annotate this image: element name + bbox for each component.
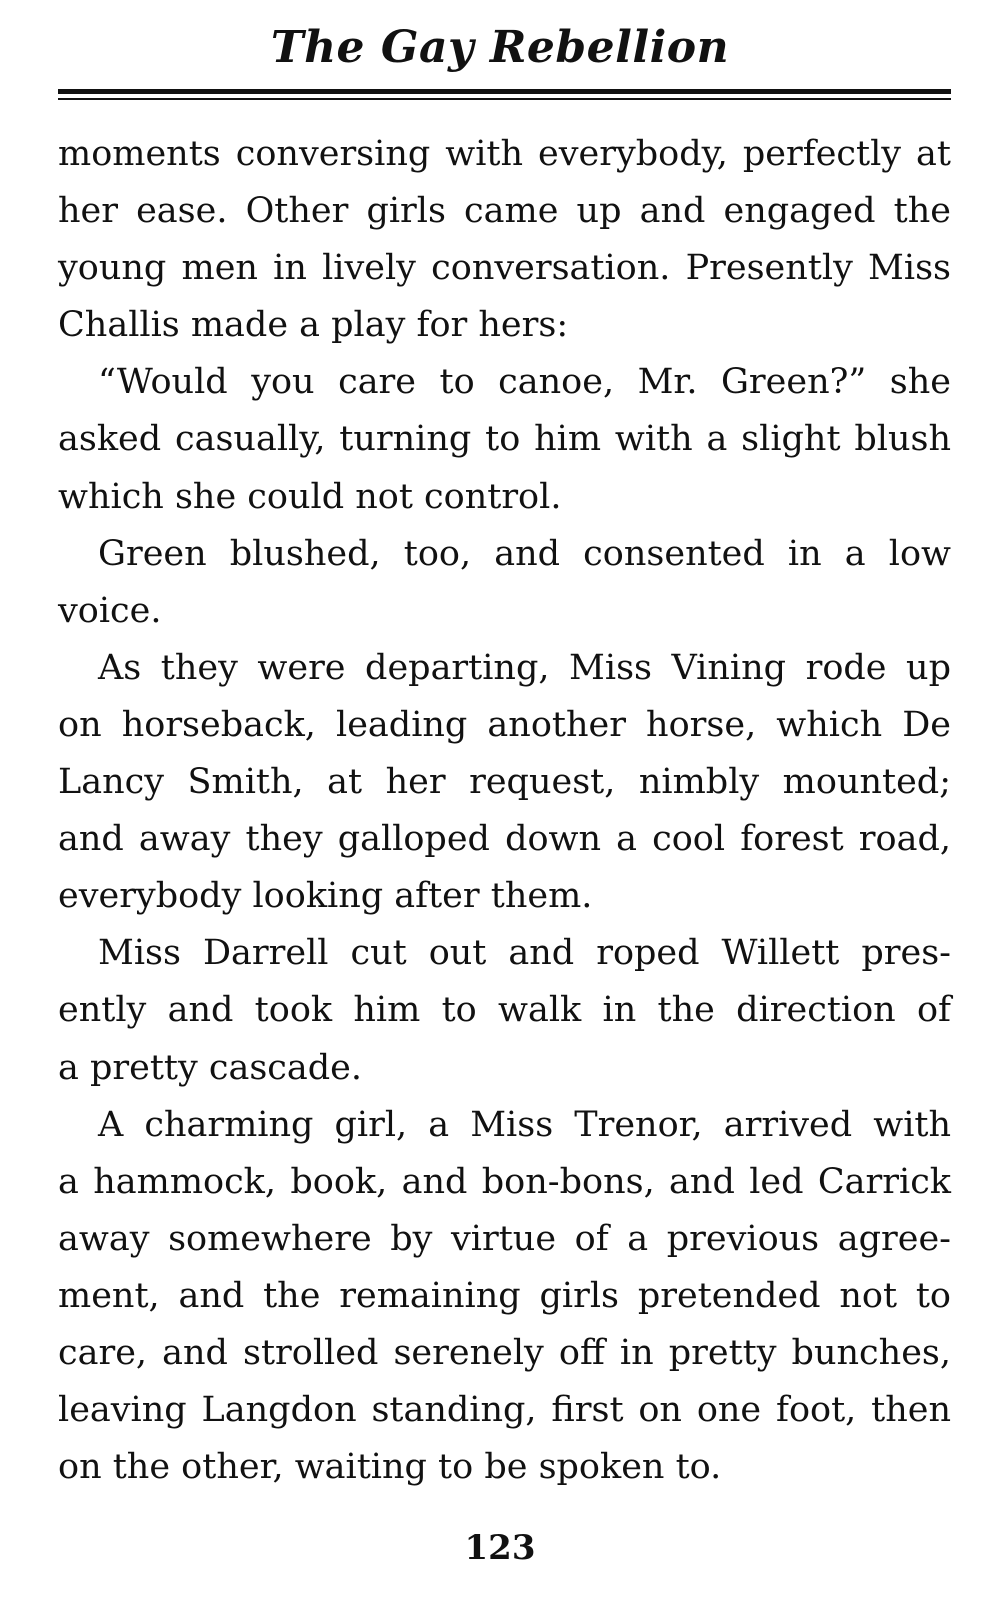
text-line: Challis made a play for hers:: [58, 305, 569, 346]
text-line: As they were departing, Miss Vining rode up: [98, 647, 951, 688]
text-line: everybody looking after them.: [58, 876, 593, 917]
text-line: young men in lively conversation. Presently Miss: [58, 248, 951, 289]
text-line: leaving Langdon standing, first on one foot, then: [58, 1390, 951, 1431]
running-title: The Gay Rebellion: [270, 22, 730, 73]
text-line: asked casually, turning to him with a slight blush: [58, 419, 951, 460]
text-line: “Would you care to canoe, Mr. Green?” she: [98, 362, 951, 403]
text-line: care, and strolled serenely off in pretty bunches,: [58, 1332, 951, 1373]
text-line: ment, and the remaining girls pretended not to: [58, 1275, 951, 1316]
text-line: and away they galloped down a cool forest road,: [58, 819, 951, 860]
header-rule-thin: [58, 98, 951, 100]
page-number: 123: [464, 1528, 536, 1568]
text-line: ently and took him to walk in the direction of: [58, 990, 951, 1031]
text-line: a pretty cascade.: [58, 1047, 363, 1088]
text-line: Miss Darrell cut out and roped Willett pres-: [98, 933, 951, 974]
body-text: [58, 126, 951, 1496]
text-line: which she could not control.: [58, 476, 562, 517]
text-line: a hammock, book, and bon-bons, and led Carrick: [58, 1161, 951, 1202]
text-line: Green blushed, too, and consented in a low: [98, 533, 951, 574]
text-line: away somewhere by virtue of a previous agree-: [58, 1218, 951, 1259]
text-line: on horseback, leading another horse, which De: [58, 704, 951, 745]
text-line: Lancy Smith, at her request, nimbly mounted;: [58, 762, 951, 803]
text-line: her ease. Other girls came up and engaged the: [58, 191, 951, 232]
text-line: voice.: [58, 590, 162, 631]
header-rule-thick: [58, 89, 951, 94]
text-line: moments conversing with everybody, perfectly at: [58, 134, 951, 174]
text-line: on the other, waiting to be spoken to.: [58, 1447, 722, 1488]
text-line: A charming girl, a Miss Trenor, arrived with: [98, 1104, 951, 1145]
